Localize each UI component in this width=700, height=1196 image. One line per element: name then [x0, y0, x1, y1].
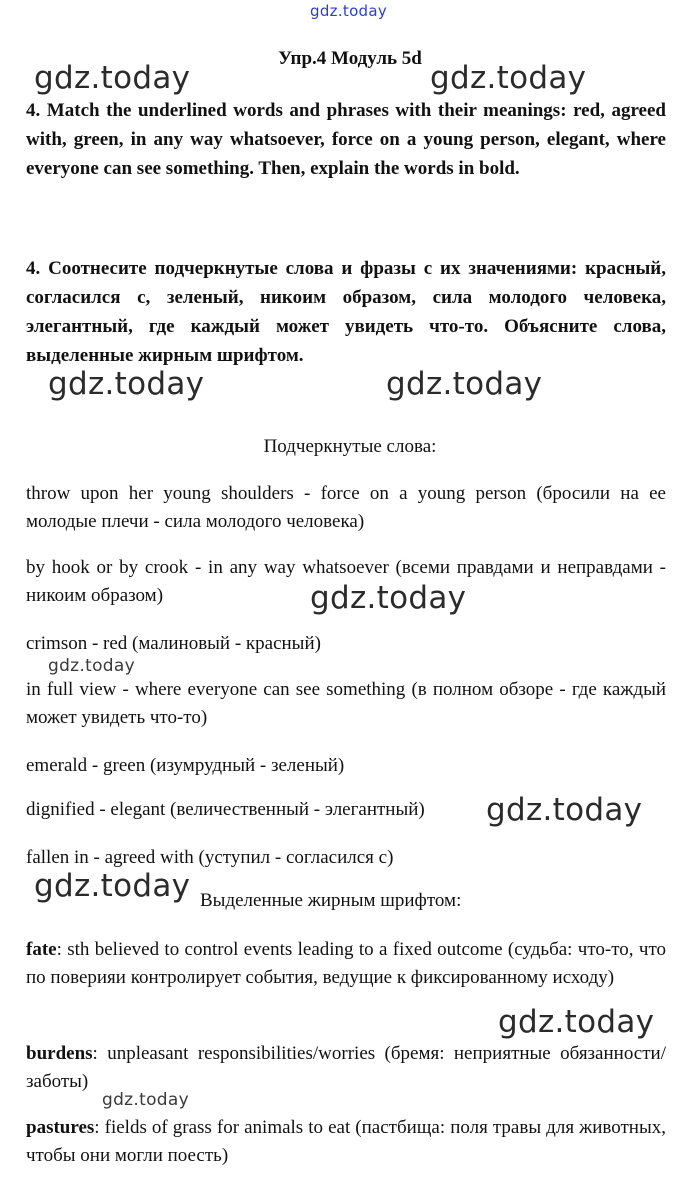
watermark: gdz.today [48, 366, 205, 402]
bold-term: pastures [26, 1117, 95, 1138]
task-english: 4. Match the underlined words and phrases with their meanings: red, agreed with, green, in any way whatsoever, force on a young person, elegant, where everyone can see something. Then, explain the words in bold. [26, 100, 666, 179]
underlined-item: throw upon her young shoulders - force on a young person (бросили на ее молодые плечи - сила молодого человека) [26, 483, 666, 532]
bold-definition: : fields of grass for animals to eat (пастбища: поля травы для животных, чтобы они могли поесть) [26, 1117, 666, 1166]
underlined-item: dignified - elegant (величественный - элегантный) [26, 799, 425, 820]
underlined-item: in full view - where everyone can see something (в полном обзоре - где каждый может увидеть что-то) [26, 679, 666, 728]
bold-term: fate [26, 939, 57, 960]
bold-term: burdens [26, 1043, 93, 1064]
bold-definition: : sth believed to control events leading to a fixed outcome (судьба: что-то, что по поверияи контролирует события, ведущие к фиксированному исходу) [26, 939, 666, 988]
watermark: gdz.today [48, 656, 135, 676]
underlined-heading: Подчеркнутые слова: [263, 436, 437, 457]
bold-item [26, 1040, 666, 1096]
underlined-item: by hook or by crook - in any way whatsoever (всеми правдами и неправдами - никоим образом) [26, 557, 666, 606]
watermark-top: gdz.today [310, 2, 388, 20]
task-russian: 4. Соотнесите подчеркнутые слова и фразы с их значениями: красный, согласился с, зеленый, никоим образом, сила молодого человека, элегантный, где каждый может увидеть что-то. Объясните слова, выделенные жирным шрифтом. [26, 258, 666, 366]
bold-item [26, 936, 666, 992]
bold-heading: Выделенные жирным шрифтом: [200, 890, 462, 911]
watermark: gdz.today [102, 1090, 189, 1110]
watermark: gdz.today [34, 868, 191, 904]
watermark: gdz.today [310, 580, 467, 616]
page-title: Упр.4 Модуль 5d [278, 48, 422, 69]
underlined-item: crimson - red (малиновый - красный) [26, 633, 321, 654]
watermark: gdz.today [498, 1004, 655, 1040]
watermark: gdz.today [34, 60, 191, 96]
watermark: gdz.today [386, 366, 543, 402]
watermark: gdz.today [430, 60, 587, 96]
watermark: gdz.today [486, 792, 643, 828]
underlined-item: fallen in - agreed with (уступил - согласился с) [26, 847, 394, 868]
bold-definition: : unpleasant responsibilities/worries (бремя: неприятные обязанности/заботы) [26, 1043, 666, 1092]
bold-item [26, 1114, 666, 1170]
underlined-item: emerald - green (изумрудный - зеленый) [26, 755, 345, 776]
